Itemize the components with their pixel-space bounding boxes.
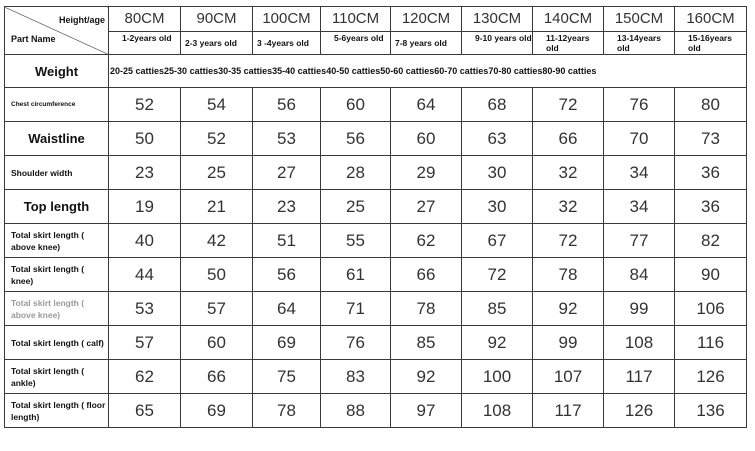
table-cell: 60: [321, 88, 391, 122]
table-cell: 36: [675, 156, 747, 190]
header-age: 1-2years old: [122, 33, 172, 43]
weight-row: [5, 55, 747, 88]
table-cell: 32: [533, 190, 604, 224]
table-row: [5, 224, 747, 258]
weight-value: 20-25 catties: [110, 66, 165, 76]
header-col: [533, 7, 604, 55]
header-col: [462, 7, 533, 55]
row-label: Total skirt length ( ankle): [5, 360, 109, 394]
table-cell: 80: [675, 88, 747, 122]
table-cell: 84: [604, 258, 675, 292]
table-cell: 66: [391, 258, 462, 292]
table-cell: 56: [253, 258, 321, 292]
table-cell: 136: [675, 394, 747, 428]
table-cell: 108: [462, 394, 533, 428]
row-label: Shoulder width: [5, 156, 109, 190]
row-label: Total skirt length ( knee): [5, 258, 109, 292]
table-cell: 108: [604, 326, 675, 360]
table-cell: 56: [253, 88, 321, 122]
header-age: 3 -4years old: [257, 38, 309, 48]
table-cell: 85: [391, 326, 462, 360]
header-col: [321, 7, 391, 55]
table-cell: 78: [253, 394, 321, 428]
header-age: 2-3 years old: [185, 38, 237, 48]
weight-value: 80-90 catties: [542, 66, 597, 76]
header-height: 90CM: [181, 7, 252, 32]
table-cell: 92: [533, 292, 604, 326]
table-cell: 99: [604, 292, 675, 326]
table-cell: 40: [109, 224, 181, 258]
table-cell: 52: [109, 88, 181, 122]
header-height: 120CM: [391, 7, 461, 32]
header-age: 5-6years old: [334, 33, 384, 43]
table-cell: 116: [675, 326, 747, 360]
table-cell: 23: [109, 156, 181, 190]
table-cell: 30: [462, 190, 533, 224]
table-cell: 52: [181, 122, 253, 156]
header-col: [391, 7, 462, 55]
table-cell: 77: [604, 224, 675, 258]
size-chart-table: [4, 6, 747, 428]
size-chart-container: [4, 6, 747, 428]
table-cell: 34: [604, 190, 675, 224]
table-cell: 57: [109, 326, 181, 360]
table-cell: 60: [391, 122, 462, 156]
table-cell: 29: [391, 156, 462, 190]
header-age: 15-16years old: [688, 33, 732, 53]
table-cell: 30: [462, 156, 533, 190]
table-cell: 69: [253, 326, 321, 360]
table-cell: 61: [321, 258, 391, 292]
row-label: Waistline: [5, 122, 109, 156]
table-cell: 57: [181, 292, 253, 326]
table-cell: 82: [675, 224, 747, 258]
table-cell: 70: [604, 122, 675, 156]
table-cell: 50: [181, 258, 253, 292]
table-row: [5, 190, 747, 224]
part-name-header: Part Name: [11, 34, 56, 44]
table-cell: 90: [675, 258, 747, 292]
table-cell: 76: [604, 88, 675, 122]
header-age: 13-14years old: [617, 33, 661, 53]
table-row: [5, 394, 747, 428]
table-row: [5, 258, 747, 292]
height-age-header: Height/age: [58, 15, 105, 25]
table-cell: 36: [675, 190, 747, 224]
table-cell: 73: [675, 122, 747, 156]
table-cell: 32: [533, 156, 604, 190]
table-cell: 64: [253, 292, 321, 326]
table-cell: 117: [604, 360, 675, 394]
header-height: 150CM: [604, 7, 674, 32]
header-col: [675, 7, 747, 55]
header-height: 80CM: [109, 7, 180, 32]
table-cell: 78: [533, 258, 604, 292]
weight-value: 60-70 catties: [434, 66, 489, 76]
weight-values: [109, 55, 747, 88]
table-cell: 69: [181, 394, 253, 428]
table-cell: 117: [533, 394, 604, 428]
table-cell: 106: [675, 292, 747, 326]
header-row: [5, 7, 747, 55]
table-row: [5, 326, 747, 360]
header-col: [604, 7, 675, 55]
header-age: 11-12years old: [546, 33, 590, 53]
table-cell: 76: [321, 326, 391, 360]
row-label: Total skirt length ( calf): [5, 326, 109, 360]
table-cell: 92: [462, 326, 533, 360]
table-cell: 97: [391, 394, 462, 428]
table-cell: 72: [533, 224, 604, 258]
table-cell: 67: [462, 224, 533, 258]
table-cell: 75: [253, 360, 321, 394]
table-cell: 28: [321, 156, 391, 190]
header-height: 100CM: [253, 7, 320, 32]
header-age: 9-10 years old: [475, 33, 532, 43]
row-label: Total skirt length ( above knee): [5, 292, 109, 326]
table-cell: 71: [321, 292, 391, 326]
table-cell: 60: [181, 326, 253, 360]
table-cell: 19: [109, 190, 181, 224]
table-cell: 100: [462, 360, 533, 394]
table-cell: 85: [462, 292, 533, 326]
table-cell: 54: [181, 88, 253, 122]
table-row: [5, 360, 747, 394]
header-col: [181, 7, 253, 55]
weight-value: 30-35 catties: [218, 66, 273, 76]
header-height: 130CM: [462, 7, 532, 32]
table-cell: 56: [321, 122, 391, 156]
table-cell: 126: [604, 394, 675, 428]
table-cell: 66: [533, 122, 604, 156]
weight-value: 70-80 catties: [488, 66, 543, 76]
table-cell: 72: [462, 258, 533, 292]
table-cell: 62: [109, 360, 181, 394]
header-height: 160CM: [675, 7, 746, 32]
header-col: [109, 7, 181, 55]
header-height: 140CM: [533, 7, 603, 32]
table-cell: 88: [321, 394, 391, 428]
weight-value: 35-40 catties: [272, 66, 327, 76]
row-label-weight: Weight: [5, 55, 109, 88]
table-cell: 126: [675, 360, 747, 394]
table-cell: 78: [391, 292, 462, 326]
table-cell: 68: [462, 88, 533, 122]
table-cell: 50: [109, 122, 181, 156]
table-cell: 53: [109, 292, 181, 326]
row-label: Chest circumference: [5, 88, 109, 122]
table-cell: 72: [533, 88, 604, 122]
table-cell: 55: [321, 224, 391, 258]
table-row: [5, 156, 747, 190]
table-row: [5, 122, 747, 156]
table-cell: 65: [109, 394, 181, 428]
weight-value: 25-30 catties: [164, 66, 219, 76]
table-cell: 83: [321, 360, 391, 394]
table-row: [5, 88, 747, 122]
header-age: 7-8 years old: [395, 38, 447, 48]
row-label: Top length: [5, 190, 109, 224]
weight-value: 40-50 catties: [326, 66, 381, 76]
table-cell: 27: [253, 156, 321, 190]
table-cell: 42: [181, 224, 253, 258]
table-cell: 107: [533, 360, 604, 394]
table-cell: 62: [391, 224, 462, 258]
header-col: [253, 7, 321, 55]
table-row: [5, 292, 747, 326]
corner-cell: [5, 7, 109, 55]
row-label: Total skirt length ( floor length): [5, 394, 109, 428]
weight-value: 50-60 catties: [380, 66, 435, 76]
table-cell: 23: [253, 190, 321, 224]
table-cell: 25: [321, 190, 391, 224]
table-cell: 34: [604, 156, 675, 190]
header-height: 110CM: [321, 7, 390, 32]
table-cell: 99: [533, 326, 604, 360]
table-cell: 53: [253, 122, 321, 156]
table-cell: 64: [391, 88, 462, 122]
table-cell: 44: [109, 258, 181, 292]
table-cell: 27: [391, 190, 462, 224]
table-cell: 92: [391, 360, 462, 394]
table-cell: 63: [462, 122, 533, 156]
table-cell: 66: [181, 360, 253, 394]
table-cell: 21: [181, 190, 253, 224]
table-cell: 25: [181, 156, 253, 190]
row-label: Total skirt length ( above knee): [5, 224, 109, 258]
table-cell: 51: [253, 224, 321, 258]
